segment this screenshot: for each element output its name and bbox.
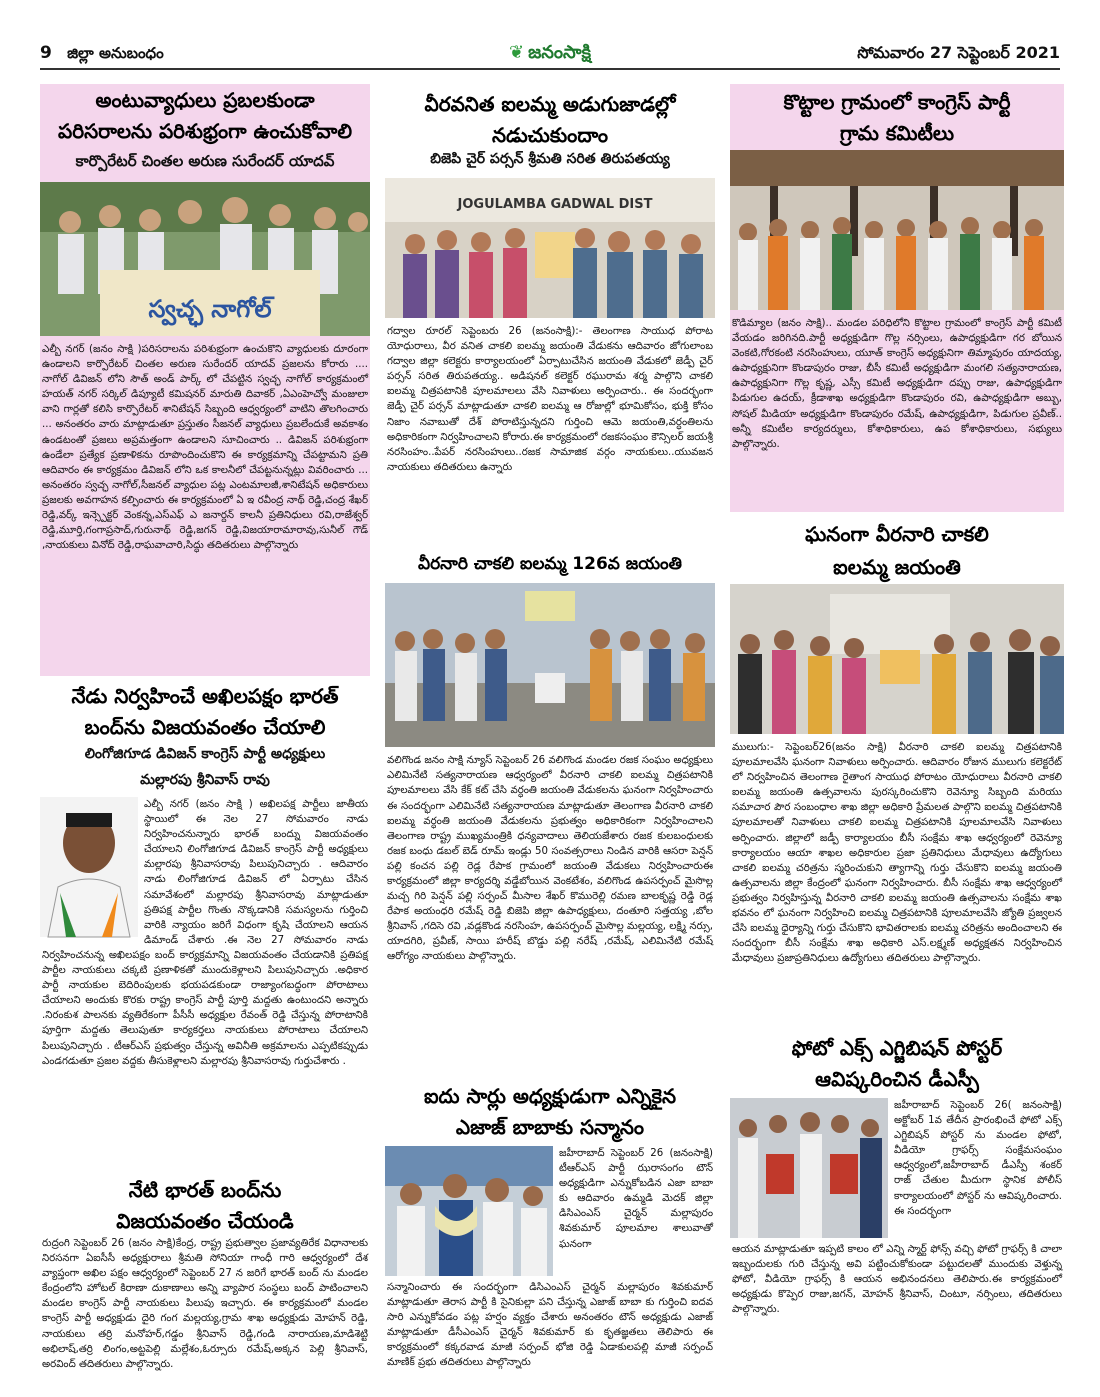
headline: వీరనారి చాకలి ఐలమ్మ 126వ జయంతి: [418, 554, 682, 574]
article-body-intro: జహీరాబాద్ సెప్టెంబర్ 26 (జనంసాక్షి) టీఆర్ఎస్ పార్టీ ఝరాసంగం టౌన్ అధ్యక్షుడిగా ఎన్నుకోబడిన ఎజా బాబా కు ఆదివారం ఉమ్మడి మెదక్ జిల్లా డిసిఎంఎస్ చైర్మన్ మల్లాపురం శివకుమార్ పూలమాల శాలువాతో ఘనంగా: [559, 1148, 713, 1250]
photo-village-meeting: [730, 150, 1064, 310]
paper-logo: [380, 42, 720, 67]
article-ilamma-mulugu: [730, 512, 1064, 1032]
headline: కొట్టాల గ్రామంలో కాంగ్రెస్ పార్టీ: [783, 90, 1011, 114]
headline: ఎజాజ్ బాబాకు సన్మానం: [455, 1115, 645, 1139]
article-body: గద్వాల రూరల్ సెప్టెంబరు 26 (జనంసాక్షి):- తెలంగాణ సాయుధ పోరాట యోధురాలు, వీర వనిత చాకలి ఐలమ్మ జయంతి వేడుకను ఆదివారం జోగులాంబ గద్వాల జిల్లా కలెక్టరు కార్యాలయంలో ఏర్పాటుచేసిన జయంతి వేడుకలో జెడ్పీ చైర్ పర్సన్ సరిత తిరుపతయ్య.. అడిషనల్ కలెక్టర్ రఘురామ శర్మ పాల్గొని చాకలి ఐలమ్మ చిత్రపటానికి పూలమాలలు వేసి నివాళులు అర్పించారు.. ఈ సందర్భంగా జెడ్పీ చైర్ పర్సన్ మాట్లాడుతూ చాకలి ఐలమ్మ ఆ రోజుల్లో భూమికోసం, భుక్తి కోసం నిజాం నవాబుతో దేశ్ పోరాటిస్తున్నదని గుర్తించి ఆమె జయంతి,వర్ధంతిలను అధికారికంగా నిర్వహించాలని కోరారు.ఈ కార్యక్రమంలో రజకసంఘం కౌన్సిలర్ జయశ్రీ నరసింహం..పేపర్ నరసింహులు..రజక సామాజిక వర్గం నాయకులు..యువజన నాయకులు తదితరులు ఉన్నారు: [387, 326, 713, 473]
subheadline: లింగోజిగూడ డివిజన్ కాంగ్రెస్ పార్టీ అధ్యక్షులు: [84, 746, 326, 762]
article-body: వలిగొండ జనం సాక్షి న్యూస్ సెప్టెంబర్ 26 వలిగొండ మండల రజక సంఘం అధ్యక్షులు ఎలిమినేటి సత్యనారాయణ ఆధ్వర్యంలో వీరనారి చాకలి ఐలమ్మ చిత్రపటానికి పూలమాలలు వేసి కేక్ కట్ చేసి వర్ధంతి జయంతి వేడుకలను ఘనంగా నిర్వహించారు ఈ సందర్భంగా ఎలిమినేటి సత్యనారాయణ మాట్లాడుతూ తెలంగాణ వీరనారి చాకలి ఐలమ్మ వర్ధంతి జయంతి వేడుకలను ప్రభుత్వం అధికారికంగా నిర్వహించాలని తెలంగాణ రాష్ట్ర ముఖ్యమంత్రికి ధన్యవాదాలు తెలియజేశారు రజక కులబంధులకు రజక బంధు డబల్ బెడ్ రూమ్ ఇండ్లు 50 సంవత్సరాలు నిండిన వారికి ఆసరా పెన్షన్ పల్లి కంచన పల్లి రెడ్ల రేపాక గ్రామంలో జయంతి వేడుకలు నిర్వహించారుఈ కార్యక్రమంలో జిల్లా కార్యదర్శి వడ్డేబోయిన వెంకటేశం, వలిగొండ ఉపసర్పంచ్ మైసొల్ల మచ్చ గిరి పెన్షన్ పల్లి సర్పంచ్ మీసాల శేఖర్ కొమురెల్లి రమణ బాలకృష్ణ రెడ్డి రెడ్ల రేపాక అయంధరి రమేష్ రెడ్డి బిజెపి జిల్లా ఉపాధ్యక్షులు, దంతూరి సత్తయ్య ,బోల శ్రీనివాస్ ,గదిసె రవి ,వడ్లకొండ నరసింహ, ఉపసర్పంచ్ మైసొల్ల మల్లయ్య, లక్ష్మి నర్సు, యాదగిరి, ప్రవీణ్, సాయి హరీష్ బొడ్డు పల్లి నరేష్ ,రమేష్, ఎలిమినేటి రమేష్ ఆరోగ్యం నాయకులు పాల్గొన్నారు.: [387, 755, 713, 963]
photo-portrait: [40, 797, 138, 937]
article-body: సన్మానించారు ఈ సందర్భంగా డిసిఎంఎస్ చైర్మన్ మల్లాపురం శివకుమార్ మాట్లాడుతూ తెరాస పార్టీ కి సైనికుల్లా పని చేస్తున్న ఎజాజ్ బాబా కు గుర్తించి ఐదవ సారి ఎన్నుకోవడం పట్ల హర్షం వ్యక్తం చేశారు అనంతరం టౌన్ అధ్యక్షుడు ఎజాజ్ మాట్లాడుతూ డీసీఎంఎస్ చైర్మన్ శివకుమార్ కు కృతజ్ఞతలు తెలిపారు ఈ కార్యక్రమంలో కక్కరవాడ మాజీ సర్పంచ్ భోజి రెడ్డి ఏడాకులపల్లి మాజీ సర్పంచ్ మాణిక్ ప్రభు తదితరులు పాల్గొన్నారు: [387, 1282, 713, 1369]
article-swachh-nagole: [40, 84, 370, 676]
headline: విజయవంతం చేయండి: [116, 1209, 294, 1233]
article-ilamma-126-valigonda: [385, 550, 715, 1078]
column-left: [40, 84, 370, 1370]
headline: నడుచుకుందాం: [491, 123, 609, 147]
headline: ఆవిష్కరించిన డీఎస్పీ: [815, 1067, 979, 1091]
headline: బంద్‌ను విజయవంతం చేయాలి: [84, 715, 326, 739]
banner-text: స్వచ్ఛ నాగోల్: [148, 295, 272, 323]
article-body: రుద్రంగి సెప్టెంబర్ 26 (జనం సాక్షి)కేంద్ర, రాష్ట్ర ప్రభుత్వాల ప్రజావ్యతిరేక విధానాలకు నిరసనగా ఏఐసీసీ అధ్యక్షురాలు శ్రీమతి సోనియా గాంధీ గారి ఆధ్వర్యంలో దేశ వ్యాప్తంగా అఖిల పక్షం ఆధ్వర్యంలో సెప్టెంబర్ 27 న జరిగే భారత్ బంద్ ను మండల కేంద్రంలోని హోటల్ కిరాణా దుకాణాలు అన్ని వ్యాపార సంస్థలు బంద్ పాటించాలని మండల కాంగ్రెస్ పార్టీ నాయకులు పిలుపు ఇచ్చారు. ఈ కార్యక్రమంలో మండల కాంగ్రెస్ పార్టీ అధ్యక్షుడు దైరి గంగ మల్లయ్య,గ్రామ శాఖ అధ్యక్షుడు మోహన్ రెడ్డి, నాయకులు తర్రి మనోహర్,గడ్డం శ్రీనివాస్ రెడ్డి,గండి నారాయణ,మాడిశెట్టి అభిలాష్,తర్రి లింగం,అట్టపెల్లి మల్లేశం,ఓర్సూరు రమేష్,అక్కన పెల్లి శ్రీనివాస్, అరవింద్ తదితరులు పాల్గొన్నారు.: [42, 1238, 368, 1370]
headline: ఐదు సార్లు అధ్యక్షుడుగా ఎన్నికైన: [423, 1084, 677, 1108]
headline: నేడు నిర్వహించే అఖిలపక్షం భారత్: [71, 684, 339, 708]
headline: ఐలమ్మ జయంతి: [833, 555, 961, 579]
article-body: ఎల్బీ నగర్ (జనం సాక్షి ) అఖిలపక్ష పార్టీలు జాతీయ స్థాయిలో ఈ నెల 27 సోమవారం నాడు నిర్వహించనున్నారు భారత్ బంద్ను విజయవంతం చేయాలని లింగోజిగూడ డివిజన్ కాంగ్రెస్ పార్టీ అధ్యక్షులు మల్లారపు శ్రీనివాసరావు పిలుపునిచ్చారు . ఆదివారం నాడు లింగోజిగూడ డివిజన్ లో ఏర్పాటు చేసిన సమావేశంలో మల్లారపు శ్రీనివాసరావు మాట్లాడుతూ ప్రతిపక్ష పార్టీల గొంతు నొక్కడానికి సమస్యలను గుర్తించి వారికి న్యాయం జరిగే విధంగా కృషి చేయాలని ఆయన డిమాండ్ చేశారు .ఈ నెల 27 సోమవారం నాడు నిర్వహించనున్న అఖిలపక్షం బంద్ కార్యక్రమాన్ని విజయవంతం చేయడానికి ప్రతిపక్ష పార్టీల నాయకులు చక్కటి ప్రణాళికతో ముందుకెళ్లాలని పిలుపునిచ్చారు .అధికార పార్టీ నాయకుల బెదిరింపులకు భయపడకుండా రాజ్యాంగబద్ధంగా పోరాటాలు చేయాలని అందుకు కొరకు రాష్ట్ర కాంగ్రెస్ పార్టీ పూర్తి మద్దతు ఉంటుందని అన్నారు .నిరంకుశ పాలనకు వ్యతిరేకంగా పీసీసీ అధ్యక్షుల రేవంత్ రెడ్డి చేస్తున్న పోరాటానికి పూర్తిగా మద్దతు తెలుపుతూ కార్యకర్తలు నాయకులు పోరాటాలు చేయాలని పిలుపునిచ్చారు . టీఆర్ఎస్ ప్రభుత్వం చేస్తున్న అవినీతి అక్రమాలను ఎప్పటికప్పుడు ఎండగడుతూ ప్రజల వద్దకు తీసుకెళ్లాలని మల్లారపు శ్రీనివాసరావు గుర్తుచేశారు .: [42, 799, 368, 1067]
article-bharat-bandh-rudrangi: [40, 1176, 370, 1370]
article-body: కొడిమ్యాల (జనం సాక్షి).. మండల పరిధిలోని కొట్టాల గ్రామంలో కాంగ్రెస్ పార్టీ కమిటీ వేయడం జరిగినది.పార్టీ అధ్యక్షుడిగా గొల్ల నర్సింలు, ఉపాధ్యక్షుడిగా గర బోయిన వెంకటి,గోరకంటి నరసింహులు, యూత్ కాంగ్రెస్ అధ్యక్షునిగా తిమ్మాపురం యాదయ్య, ఉపాధ్యక్షునిగా కొండాపురం రాజు, బీసీ కమిటీ అధ్యక్షుడిగా మంగలి సత్యనారాయణ, ఉపాధ్యక్షునిగా గొల్ల కృష్ణ, ఎస్సీ కమిటీ అధ్యక్షుడిగా దప్పు రాజు, ఉపాధ్యక్షుడిగా పిడుగుల ఉదయ్, క్రీడాశాఖ అధ్యక్షుడిగా కొండాపురం రవి, ఉపాధ్యక్షుడిగా అబ్బు, సోషల్ మీడియా అధ్యక్షుడిగా కొండాపురం రమేష్, ఉపాధ్యక్షుడిగా, పిడుగుల ప్రవీణ్.. అన్నీ కమిటీల కార్యదర్శులు, కోశాధికారులు, ఉప కోశాధికారులు, సభ్యులు పాల్గొన్నారు.: [732, 318, 1062, 450]
column-center: [385, 84, 715, 1369]
article-body: ములుగు:- సెప్టెంబర్26(జనం సాక్షి) వీరనారి చాకలి ఐలమ్మ చిత్రపటానికి పూలమాలవేసి ఘనంగా నివాళులు అర్పించారు. ఆదివారం రోజున ములుగు కలెక్టరేట్ లో నిర్వహించిన తెలంగాణ రైతాంగ సాయుధ పోరాటం యోధురాలు వీరనారి చాకలి ఐలమ్మ జయంతి ఉత్సవాలను పురస్కరించుకొని రెవెన్యూ సిబ్బంది మరియు సమాచార పౌర సంబంధాల శాఖ జిల్లా అధికారి ప్రేమలత పాల్గొని ఐలమ్మ చిత్రపటానికి పూలమాలతో నివాళులు చాకలి ఐలమ్మ చిత్రపటానికి పూలమాలవేసి నివాళులు అర్పించారు. జిల్లాలో జడ్పీ కార్యాలయం బీసీ సంక్షేమ శాఖ ఆధ్వర్యంలో రెవెన్యూ కార్యాలయం ఆయా శాఖల అధికారుల ప్రజా ప్రతినిధులు మేధావులు ఉద్యోగులు చాకలి ఐలమ్మ చరిత్రను స్మరించుకుని త్యాగాన్ని గుర్తు చేసుకొని ఐలమ్మ జయంతి ఉత్సవాలను జిల్లా కేంద్రంలో ఘనంగా నిర్వహించారు. బీసీ సంక్షేమ శాఖ ఆధ్వర్యంలో ప్రభుత్వం నిర్వహిస్తున్న వీరనారి చాకలి ఐలమ్మ జయంతి ఉత్సవాలను సంక్షేమ శాఖ భవనం లో ఘనంగా నిర్వహించి ఐలమ్మ చిత్రపటానికి పూలమాలవేసి జ్యోతి ప్రజ్వలన చేసి ఐలమ్మ ధైర్యాన్ని గుర్తు చేసుకొని భావితరాలకు ఐలమ్మ చరిత్రను అందించాలని ఈ సందర్భంగా బీసీ సంక్షేమ శాఖ అధికారి ఎస్.లక్ష్మణ్ అధ్యక్షతన నిర్వహించిన మేధావులు ప్రజాప్రతినిధులు ఉద్యోగులు తదితరులు పాల్గొన్నారు.: [732, 742, 1062, 965]
headline: అంటువ్యాధులు ప్రబలకుండా: [95, 88, 315, 112]
article-bharat-bandh-lingojiguda: [40, 678, 370, 1176]
headline: నేటి భారత్ బంద్‌ను: [128, 1178, 282, 1202]
photo-felicitation: [385, 1146, 553, 1276]
subheadline: మల్లారపు శ్రీనివాస్ రావు: [140, 772, 270, 788]
column-right: [730, 84, 1064, 1364]
photo-poster-release: [730, 1098, 888, 1238]
section-name: జిల్లా అనుబంధం: [67, 43, 164, 62]
headline: పరిసరాలను పరిశుభ్రంగా ఉంచుకోవాలి: [58, 119, 352, 143]
article-body: ఆయన మాట్లాడుతూ ఇప్పటి కాలం లో ఎన్ని స్మార్ట్ ఫోన్స్ వచ్చి ఫోటో గ్రాఫర్స్ కి చాలా ఇబ్బందులకు గురి చేస్తున్న అవి పట్టించుకోకుండా పట్టుదలతో ముందుకు వెళ్తున్న ఫోటో, వీడియో గ్రాఫర్స్ కి ఆయన అభినందనలు తెలిపారు.ఈ కార్యక్రమంలో అధ్యక్షుడు కొప్పెర రాజు,జగన్, మోహన్ శ్రీనివాస్, చింటూ, నర్సింలు, తదితరులు పాల్గొన్నారు.: [732, 1244, 1062, 1316]
headline: ఘనంగా వీరనారి చాకలి: [805, 522, 989, 546]
photo-tribute-gadwal: [385, 178, 715, 318]
headline: వీరవనిత ఐలమ్మ అడుగుజాడల్లో: [424, 92, 676, 116]
subheadline: కార్పొరేటర్ చింతల అరుణ సురేందర్ యాదవ్: [75, 152, 335, 170]
photo-tribute-valigonda: [385, 583, 715, 747]
leaf-icon: ❦: [509, 41, 525, 63]
article-ejaz-baba: [385, 1078, 715, 1369]
photo-tribute-mulugu: [730, 584, 1064, 734]
headline: ఫోటో ఎక్స్ ఎగ్జిబిషన్ పోస్టర్: [791, 1036, 1003, 1060]
subheadline: బిజెపి చైర్ పర్సన్ శ్రీమతి సరిత తిరుపతయ్య: [430, 151, 670, 167]
masthead: [40, 40, 1060, 70]
sign-text: JOGULAMBA GADWAL DIST: [457, 197, 653, 212]
article-ilamma-gadwal: [385, 84, 715, 550]
issue-date: సోమవారం 27 సెప్టెంబర్ 2021: [857, 42, 1060, 62]
masthead-left: [40, 43, 380, 66]
photo-cleanup-team: [40, 182, 370, 336]
article-body-intro: జహీరాబాద్ సెప్టెంబర్ 26( జనంసాక్షి) అక్టోబర్ 1వ తేదీన ప్రారంభించే ఫోటో ఎక్స్ ఎగ్జిబిషన్ పోస్టర్ ను మండల ఫోటో, వీడియో గ్రాఫర్స్ సంక్షేమసంఘం ఆధ్వర్యంలో,జహీరాబాద్ డీఎస్పీ శంకర్ రాజ్ చేతుల మీదుగా స్థానిక పోలీస్ కార్యాలయంలో పోస్టర్ ను ఆవిష్కరించారు. ఈ సందర్భంగా: [894, 1100, 1062, 1217]
article-kottala-congress: [730, 84, 1064, 512]
paper-name: జనంసాక్షి: [528, 41, 591, 63]
headline: గ్రామ కమిటీలు: [839, 121, 955, 145]
article-photo-expo-poster: [730, 1032, 1064, 1352]
article-body: ఎల్బీ నగర్ (జనం సాక్షి )పరిసరాలను పరిశుభ్రంగా ఉంచుకొని వ్యాధులకు దూరంగా ఉండాలని కార్పొరేటర్ చింతల అరుణ సురేందర్ యాదవ్ ప్రజలను కోరారు .... నాగోల్ డివిజన్ లోని సౌత్ అండ్ పార్క్ లో చేపట్టిన స్వచ్ఛ నాగోల్ కార్యక్రమంలో హయత్ నగర్ సర్కిల్ డిప్యూటీ కమిషనర్ మారుతి దివాకర్ ,ఏఎంహెచ్వో మంజులా వాని గార్లతో కలిసి కార్పొరేటర్ శానిటేషన్ సిబ్బంది ఆధ్వర్యంలో వాటిని తొలగించారు ... అనంతరం వారు మాట్లాడుతూ ప్రస్తుతం సీజనల్ వ్యాధులు ప్రబలేందుకే అవకాశం ఉండటంతో ప్రజలు అప్రమత్తంగా ఉండాలని సూచించారు .. డివిజన్ పరిశుభ్రంగా ఉండేలా ప్రత్యేక ప్రణాళికను రూపొందించుకొని ఈ కార్యక్రమాన్ని చేపట్టామని ప్రతి ఆదివారం ఈ కార్యక్రమం డివిజన్ లోని ఒక కాలనీలో చేపట్టనున్నట్లు వివరించారు ... అనంతరం స్వచ్ఛ నాగోల్,సీజనల్ వ్యాధుల పట్ల ఎంటమాలజీ,శానిటేషన్ అధికారులు ప్రజలకు అవగాహన కల్పించారు ఈ కార్యక్రమంలో ఏ ఇ రవీంద్ర నాథ్ రెడ్డి,చంద్ర శేఖర్ రెడ్డి,వర్క్ ఇన్స్పెక్టర్ వెంకన్న,ఎస్ఎఫ్ ఎ జనార్దన్ కాలనీ ప్రతినిధులు రవి,రాజేశ్వర్ రెడ్డి,మూర్తి,గంగాప్రసాద్,గురునాథ్ రెడ్డి,జగన్ రెడ్డి,విజయారామారావు,సునీల్ గౌడ్ ,నాయకులు వినోద్ రెడ్డి,రాఘవాచారి,సిద్ధు తదితరులు పాల్గొన్నారు: [42, 344, 368, 552]
page-number: 9: [40, 42, 52, 63]
